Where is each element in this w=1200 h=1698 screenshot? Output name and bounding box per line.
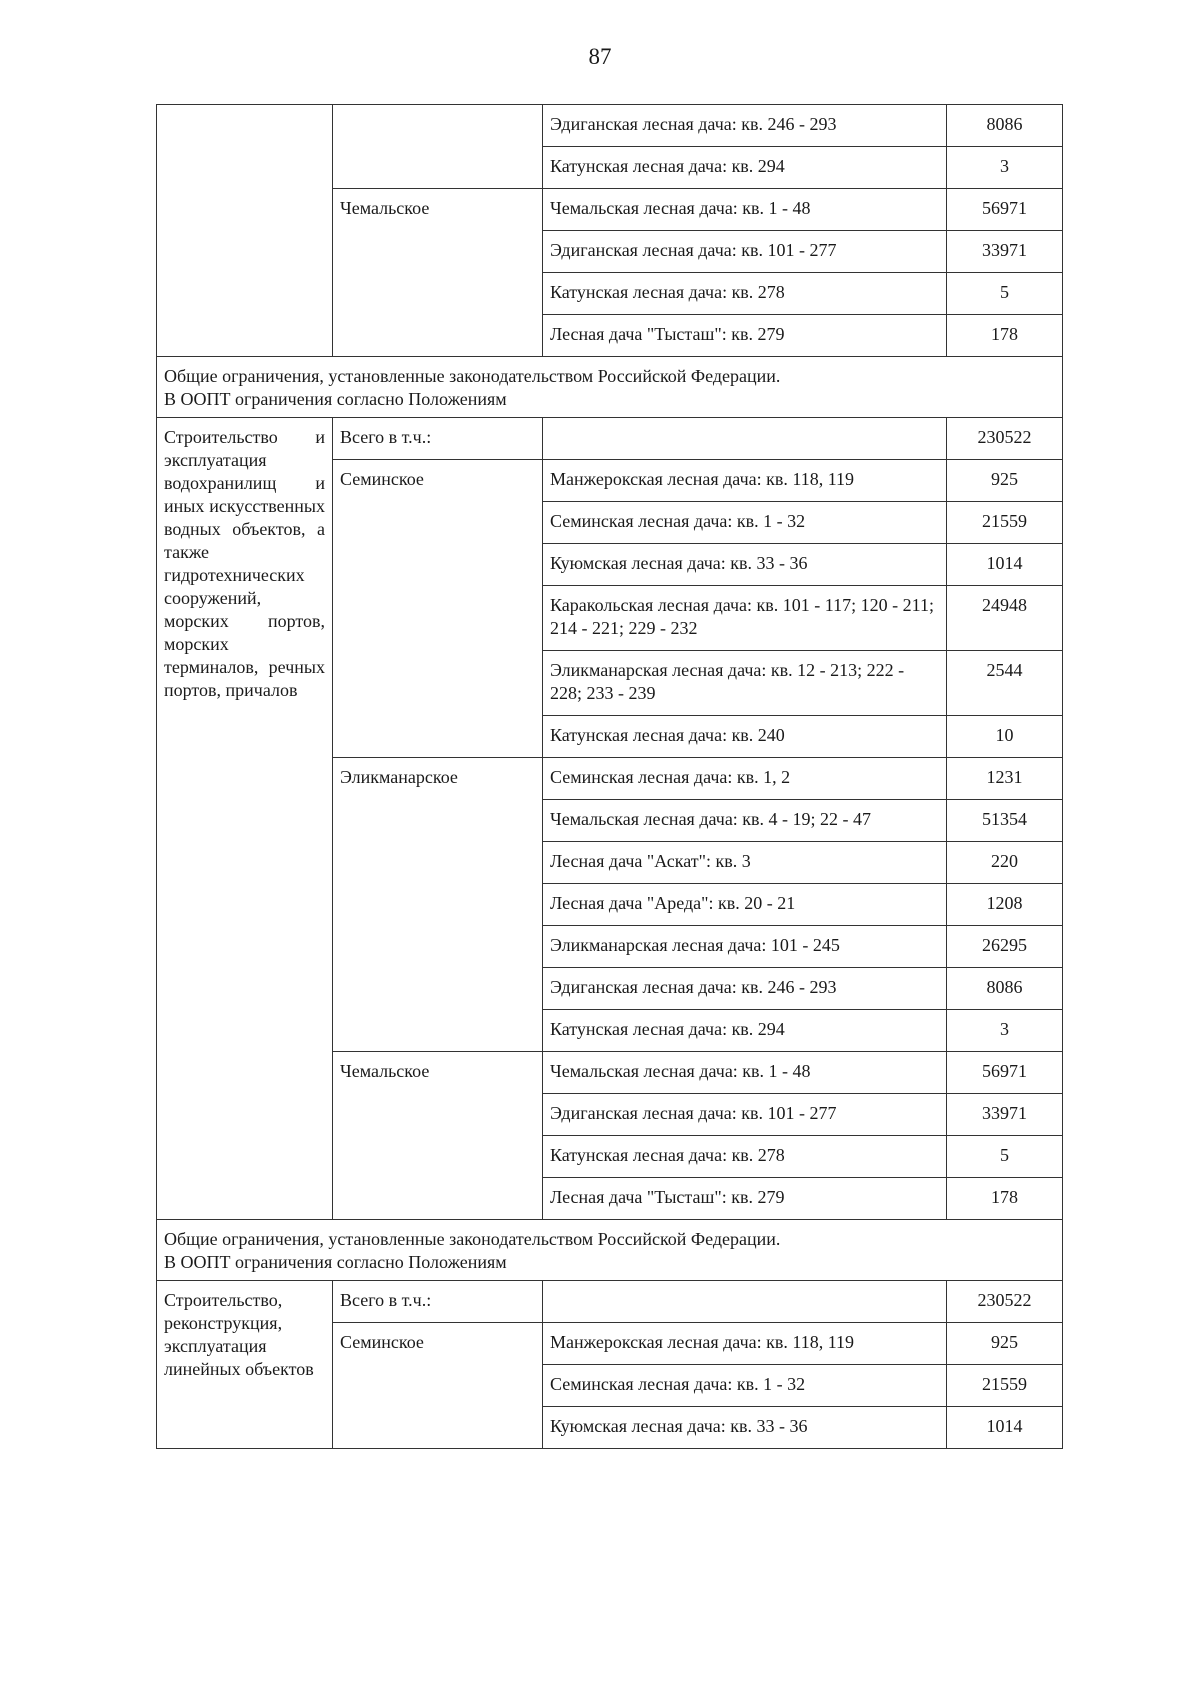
area-value-cell: 33971	[947, 1094, 1063, 1136]
table-body	[157, 105, 1063, 1449]
table-row	[157, 1220, 1063, 1281]
area-value-cell: 1231	[947, 758, 1063, 800]
area-description-cell: Куюмская лесная дача: кв. 33 - 36	[543, 544, 947, 586]
area-description-cell: Манжерокская лесная дача: кв. 118, 119	[543, 1323, 947, 1365]
area-value-cell: 925	[947, 1323, 1063, 1365]
area-description-cell: Семинская лесная дача: кв. 1 - 32	[543, 502, 947, 544]
area-description-cell: Лесная дача "Тысташ": кв. 279	[543, 1178, 947, 1220]
restrictions-note-line1: Общие ограничения, установленные законодательством Российской Федерации.	[164, 366, 781, 386]
subdivision-cell: Чемальское	[333, 1052, 543, 1220]
area-value-cell: 33971	[947, 231, 1063, 273]
area-value-cell: 56971	[947, 189, 1063, 231]
table-row	[157, 1281, 1063, 1323]
area-description-cell: Катунская лесная дача: кв. 294	[543, 1010, 947, 1052]
total-value-cell: 230522	[947, 1281, 1063, 1323]
area-description-cell: Лесная дача "Ареда": кв. 20 - 21	[543, 884, 947, 926]
area-description-cell: Эдиганская лесная дача: кв. 246 - 293	[543, 968, 947, 1010]
table-row	[157, 418, 1063, 460]
area-description-cell: Катунская лесная дача: кв. 294	[543, 147, 947, 189]
area-value-cell: 8086	[947, 105, 1063, 147]
area-description-cell: Чемальская лесная дача: кв. 4 - 19; 22 - 47	[543, 800, 947, 842]
restrictions-note-line2: В ООПТ ограничения согласно Положениям	[164, 389, 507, 409]
page-number: 87	[588, 44, 612, 69]
area-value-cell: 220	[947, 842, 1063, 884]
area-value-cell: 178	[947, 1178, 1063, 1220]
subdivision-cell: Семинское	[333, 1323, 543, 1449]
area-description-cell: Чемальская лесная дача: кв. 1 - 48	[543, 189, 947, 231]
area-value-cell: 1014	[947, 544, 1063, 586]
total-value-cell: 230522	[947, 418, 1063, 460]
area-value-cell: 56971	[947, 1052, 1063, 1094]
subdivision-cell: Эликманарское	[333, 758, 543, 1052]
forest-area-table	[156, 104, 1063, 1449]
total-label-cell: Всего в т.ч.:	[333, 1281, 543, 1323]
table-row	[157, 357, 1063, 418]
empty-cell	[543, 418, 947, 460]
area-value-cell: 1014	[947, 1407, 1063, 1449]
area-description-cell: Лесная дача "Тысташ": кв. 279	[543, 315, 947, 357]
area-value-cell: 5	[947, 1136, 1063, 1178]
area-description-cell: Эдиганская лесная дача: кв. 101 - 277	[543, 1094, 947, 1136]
area-value-cell: 2544	[947, 651, 1063, 716]
area-value-cell: 8086	[947, 968, 1063, 1010]
activity-cell: Строительство, реконструкция, эксплуатация линейных объектов	[157, 1281, 333, 1449]
area-value-cell: 26295	[947, 926, 1063, 968]
restrictions-note-line1: Общие ограничения, установленные законодательством Российской Федерации.	[164, 1229, 781, 1249]
area-value-cell: 3	[947, 147, 1063, 189]
area-description-cell: Катунская лесная дача: кв. 278	[543, 1136, 947, 1178]
area-value-cell: 24948	[947, 586, 1063, 651]
activity-cell	[157, 105, 333, 357]
area-value-cell: 51354	[947, 800, 1063, 842]
area-value-cell: 1208	[947, 884, 1063, 926]
area-value-cell: 21559	[947, 502, 1063, 544]
area-value-cell: 5	[947, 273, 1063, 315]
area-description-cell: Лесная дача "Аскат": кв. 3	[543, 842, 947, 884]
subdivision-cell: Семинское	[333, 460, 543, 758]
area-description-cell: Семинская лесная дача: кв. 1, 2	[543, 758, 947, 800]
empty-cell	[543, 1281, 947, 1323]
restrictions-note-line2: В ООПТ ограничения согласно Положениям	[164, 1252, 507, 1272]
restrictions-note-cell	[157, 1220, 1063, 1281]
activity-cell: Строительство и эксплуатация водохранилищ и иных искусственных водных объектов, а также гидротехнических сооружений, морских портов, морских терминалов, речных портов, причалов	[157, 418, 333, 1220]
area-description-cell: Эдиганская лесная дача: кв. 246 - 293	[543, 105, 947, 147]
area-value-cell: 925	[947, 460, 1063, 502]
area-description-cell: Эликманарская лесная дача: 101 - 245	[543, 926, 947, 968]
area-description-cell: Эликманарская лесная дача: кв. 12 - 213; 222 - 228; 233 - 239	[543, 651, 947, 716]
area-description-cell: Куюмская лесная дача: кв. 33 - 36	[543, 1407, 947, 1449]
subdivision-cell	[333, 105, 543, 189]
table-row	[157, 105, 1063, 147]
area-description-cell: Катунская лесная дача: кв. 278	[543, 273, 947, 315]
total-label-cell: Всего в т.ч.:	[333, 418, 543, 460]
restrictions-note-cell	[157, 357, 1063, 418]
area-description-cell: Манжерокская лесная дача: кв. 118, 119	[543, 460, 947, 502]
area-value-cell: 21559	[947, 1365, 1063, 1407]
area-description-cell: Эдиганская лесная дача: кв. 101 - 277	[543, 231, 947, 273]
area-description-cell: Каракольская лесная дача: кв. 101 - 117; 120 - 211; 214 - 221; 229 - 232	[543, 586, 947, 651]
area-value-cell: 178	[947, 315, 1063, 357]
area-description-cell: Катунская лесная дача: кв. 240	[543, 716, 947, 758]
area-description-cell: Семинская лесная дача: кв. 1 - 32	[543, 1365, 947, 1407]
subdivision-cell: Чемальское	[333, 189, 543, 357]
area-value-cell: 10	[947, 716, 1063, 758]
area-value-cell: 3	[947, 1010, 1063, 1052]
area-description-cell: Чемальская лесная дача: кв. 1 - 48	[543, 1052, 947, 1094]
